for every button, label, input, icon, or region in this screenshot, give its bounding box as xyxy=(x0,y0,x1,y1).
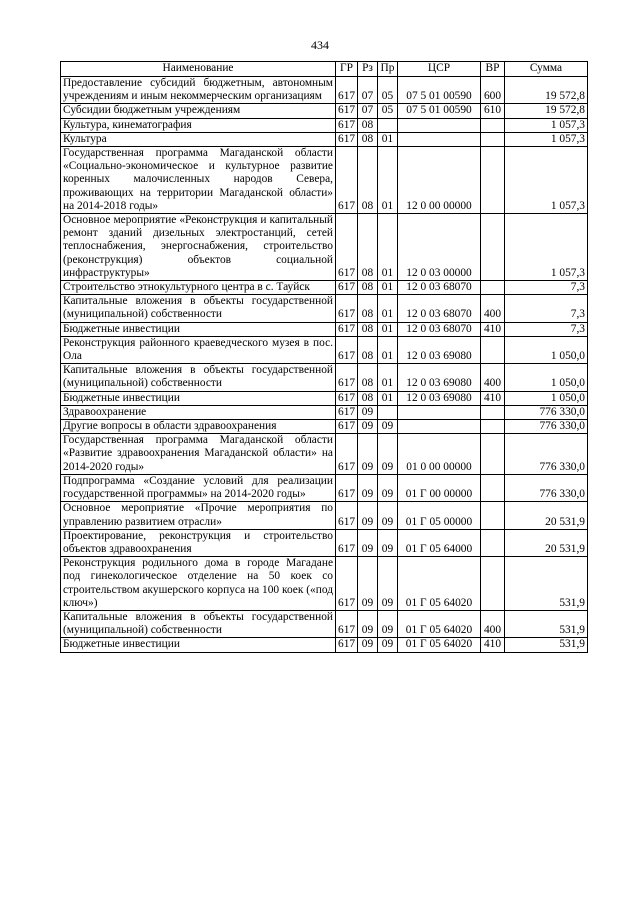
cell-vr: 610 xyxy=(481,104,505,118)
cell-rz: 08 xyxy=(358,118,378,132)
cell-csr: 01 0 00 00000 xyxy=(398,434,481,475)
cell-csr: 07 5 01 00590 xyxy=(398,104,481,118)
cell-name: Субсидии бюджетным учреждениям xyxy=(61,104,336,118)
cell-gr: 617 xyxy=(336,77,358,104)
cell-vr: 410 xyxy=(481,322,505,336)
cell-name: Бюджетные инвестиции xyxy=(61,322,336,336)
cell-sum: 776 330,0 xyxy=(505,474,588,501)
table-row xyxy=(61,295,588,322)
cell-sum: 7,3 xyxy=(505,295,588,322)
cell-gr: 617 xyxy=(336,214,358,281)
cell-gr: 617 xyxy=(336,322,358,336)
table-row xyxy=(61,502,588,529)
cell-pr: 01 xyxy=(378,391,398,405)
table-row xyxy=(61,391,588,405)
cell-gr: 617 xyxy=(336,420,358,434)
cell-rz: 08 xyxy=(358,214,378,281)
cell-sum: 1 057,3 xyxy=(505,118,588,132)
table-row xyxy=(61,104,588,118)
cell-vr xyxy=(481,434,505,475)
cell-pr: 01 xyxy=(378,364,398,391)
cell-gr: 617 xyxy=(336,610,358,637)
cell-vr xyxy=(481,147,505,214)
table-row xyxy=(61,420,588,434)
cell-gr: 617 xyxy=(336,638,358,652)
table-row xyxy=(61,474,588,501)
budget-table xyxy=(60,61,588,653)
cell-rz: 08 xyxy=(358,295,378,322)
cell-sum: 531,9 xyxy=(505,610,588,637)
cell-pr: 09 xyxy=(378,610,398,637)
cell-csr xyxy=(398,420,481,434)
cell-rz: 08 xyxy=(358,336,378,363)
cell-csr: 12 0 03 69080 xyxy=(398,336,481,363)
cell-vr xyxy=(481,474,505,501)
cell-csr: 01 Г 05 64000 xyxy=(398,529,481,556)
table-row xyxy=(61,118,588,132)
cell-rz: 09 xyxy=(358,474,378,501)
cell-rz: 08 xyxy=(358,147,378,214)
cell-gr: 617 xyxy=(336,557,358,611)
cell-csr xyxy=(398,405,481,419)
header-gr: ГР xyxy=(336,62,358,77)
cell-rz: 07 xyxy=(358,77,378,104)
cell-gr: 617 xyxy=(336,364,358,391)
cell-csr: 01 Г 05 64020 xyxy=(398,610,481,637)
cell-pr xyxy=(378,118,398,132)
cell-sum: 1 050,0 xyxy=(505,391,588,405)
cell-csr: 12 0 03 68070 xyxy=(398,295,481,322)
cell-gr: 617 xyxy=(336,529,358,556)
header-sum: Сумма xyxy=(505,62,588,77)
cell-csr: 01 Г 05 64020 xyxy=(398,638,481,652)
cell-pr: 01 xyxy=(378,295,398,322)
cell-rz: 09 xyxy=(358,529,378,556)
cell-rz: 09 xyxy=(358,557,378,611)
cell-name: Основное мероприятие «Реконструкция и капитальный ремонт зданий дизельных электростанций, сетей теплоснабжения, энергоснабжения, строительство (реконструкция) объектов социальной инфраструктуры» xyxy=(61,214,336,281)
cell-vr xyxy=(481,132,505,146)
cell-sum: 1 050,0 xyxy=(505,336,588,363)
cell-name: Государственная программа Магаданской области «Развитие здравоохранения Магаданской области» на 2014-2020 годы» xyxy=(61,434,336,475)
cell-csr: 01 Г 05 64020 xyxy=(398,557,481,611)
cell-name: Капитальные вложения в объекты государственной (муниципальной) собственности xyxy=(61,295,336,322)
cell-sum: 20 531,9 xyxy=(505,502,588,529)
cell-csr: 07 5 01 00590 xyxy=(398,77,481,104)
cell-name: Государственная программа Магаданской области «Социально-экономическое и культурное развитие коренных малочисленных народов Севера, проживающих на территории Магаданской области» на 2014-2018 годы» xyxy=(61,147,336,214)
cell-name: Основное мероприятие «Прочие мероприятия по управлению развитием отрасли» xyxy=(61,502,336,529)
cell-csr: 12 0 03 68070 xyxy=(398,322,481,336)
cell-sum: 1 057,3 xyxy=(505,147,588,214)
table-row xyxy=(61,77,588,104)
cell-pr: 01 xyxy=(378,132,398,146)
cell-sum: 776 330,0 xyxy=(505,405,588,419)
table-row xyxy=(61,638,588,652)
cell-gr: 617 xyxy=(336,104,358,118)
cell-vr xyxy=(481,557,505,611)
cell-name: Проектирование, реконструкция и строительство объектов здравоохранения xyxy=(61,529,336,556)
cell-pr: 01 xyxy=(378,214,398,281)
cell-name: Здравоохранение xyxy=(61,405,336,419)
cell-name: Подпрограмма «Создание условий для реализации государственной программы» на 2014-2020 годы» xyxy=(61,474,336,501)
cell-sum: 19 572,8 xyxy=(505,104,588,118)
cell-rz: 08 xyxy=(358,322,378,336)
cell-name: Реконструкция родильного дома в городе Магадане под гинекологическое отделение на 50 коек со строительством акушерского корпуса на 100 коек («под ключ») xyxy=(61,557,336,611)
cell-sum: 776 330,0 xyxy=(505,434,588,475)
cell-sum: 20 531,9 xyxy=(505,529,588,556)
cell-sum: 531,9 xyxy=(505,557,588,611)
cell-csr: 12 0 03 00000 xyxy=(398,214,481,281)
cell-csr: 12 0 03 69080 xyxy=(398,364,481,391)
table-row xyxy=(61,147,588,214)
cell-pr: 01 xyxy=(378,281,398,295)
cell-vr xyxy=(481,502,505,529)
cell-csr xyxy=(398,118,481,132)
cell-pr xyxy=(378,405,398,419)
cell-vr: 400 xyxy=(481,364,505,391)
cell-vr xyxy=(481,405,505,419)
cell-gr: 617 xyxy=(336,147,358,214)
cell-rz: 08 xyxy=(358,281,378,295)
cell-vr: 410 xyxy=(481,638,505,652)
table-row xyxy=(61,434,588,475)
cell-name: Бюджетные инвестиции xyxy=(61,391,336,405)
cell-sum: 19 572,8 xyxy=(505,77,588,104)
cell-sum: 1 057,3 xyxy=(505,132,588,146)
cell-sum: 531,9 xyxy=(505,638,588,652)
cell-csr: 12 0 03 69080 xyxy=(398,391,481,405)
cell-gr: 617 xyxy=(336,391,358,405)
cell-pr: 09 xyxy=(378,529,398,556)
table-row xyxy=(61,132,588,146)
cell-sum: 1 050,0 xyxy=(505,364,588,391)
cell-vr xyxy=(481,420,505,434)
cell-rz: 08 xyxy=(358,391,378,405)
cell-pr: 09 xyxy=(378,474,398,501)
cell-name: Реконструкция районного краеведческого музея в пос. Ола xyxy=(61,336,336,363)
cell-rz: 09 xyxy=(358,502,378,529)
table-row xyxy=(61,364,588,391)
cell-gr: 617 xyxy=(336,295,358,322)
header-row xyxy=(61,62,588,77)
cell-pr: 01 xyxy=(378,147,398,214)
cell-vr xyxy=(481,214,505,281)
cell-rz: 08 xyxy=(358,132,378,146)
cell-rz: 07 xyxy=(358,104,378,118)
cell-rz: 09 xyxy=(358,610,378,637)
cell-rz: 08 xyxy=(358,364,378,391)
table-row xyxy=(61,557,588,611)
table-row xyxy=(61,405,588,419)
cell-gr: 617 xyxy=(336,336,358,363)
cell-rz: 09 xyxy=(358,405,378,419)
cell-sum: 7,3 xyxy=(505,281,588,295)
cell-sum: 776 330,0 xyxy=(505,420,588,434)
cell-sum: 1 057,3 xyxy=(505,214,588,281)
cell-name: Другие вопросы в области здравоохранения xyxy=(61,420,336,434)
cell-gr: 617 xyxy=(336,118,358,132)
cell-gr: 617 xyxy=(336,434,358,475)
cell-pr: 01 xyxy=(378,322,398,336)
header-pr: Пр xyxy=(378,62,398,77)
cell-rz: 09 xyxy=(358,420,378,434)
cell-name: Культура xyxy=(61,132,336,146)
cell-vr: 600 xyxy=(481,77,505,104)
header-vr: ВР xyxy=(481,62,505,77)
table-row xyxy=(61,610,588,637)
cell-vr: 400 xyxy=(481,295,505,322)
cell-rz: 09 xyxy=(358,638,378,652)
cell-gr: 617 xyxy=(336,405,358,419)
cell-pr: 09 xyxy=(378,502,398,529)
cell-name: Капитальные вложения в объекты государственной (муниципальной) собственности xyxy=(61,364,336,391)
cell-vr: 400 xyxy=(481,610,505,637)
cell-vr: 410 xyxy=(481,391,505,405)
cell-rz: 09 xyxy=(358,434,378,475)
cell-pr: 01 xyxy=(378,336,398,363)
header-csr: ЦСР xyxy=(398,62,481,77)
cell-csr: 01 Г 05 00000 xyxy=(398,502,481,529)
cell-name: Культура, кинематография xyxy=(61,118,336,132)
cell-gr: 617 xyxy=(336,281,358,295)
table-row xyxy=(61,529,588,556)
header-name: Наименование xyxy=(61,62,336,77)
cell-vr xyxy=(481,281,505,295)
cell-pr: 09 xyxy=(378,638,398,652)
cell-gr: 617 xyxy=(336,474,358,501)
cell-vr xyxy=(481,336,505,363)
cell-name: Предоставление субсидий бюджетным, автономным учреждениям и иным некоммерческим организациям xyxy=(61,77,336,104)
cell-name: Строительство этнокультурного центра в с. Тауйск xyxy=(61,281,336,295)
cell-vr xyxy=(481,118,505,132)
cell-name: Капитальные вложения в объекты государственной (муниципальной) собственности xyxy=(61,610,336,637)
cell-csr: 12 0 03 68070 xyxy=(398,281,481,295)
cell-pr: 09 xyxy=(378,434,398,475)
cell-csr: 01 Г 00 00000 xyxy=(398,474,481,501)
cell-gr: 617 xyxy=(336,502,358,529)
table-row xyxy=(61,336,588,363)
table-body xyxy=(61,77,588,653)
cell-csr xyxy=(398,132,481,146)
header-rz: Рз xyxy=(358,62,378,77)
cell-name: Бюджетные инвестиции xyxy=(61,638,336,652)
table-header xyxy=(61,62,588,77)
cell-gr: 617 xyxy=(336,132,358,146)
table-row xyxy=(61,214,588,281)
cell-csr: 12 0 00 00000 xyxy=(398,147,481,214)
page-number: 434 xyxy=(311,38,329,52)
table-row xyxy=(61,322,588,336)
cell-vr xyxy=(481,529,505,556)
cell-pr: 09 xyxy=(378,420,398,434)
cell-pr: 05 xyxy=(378,77,398,104)
cell-pr: 09 xyxy=(378,557,398,611)
table-row xyxy=(61,281,588,295)
cell-sum: 7,3 xyxy=(505,322,588,336)
cell-pr: 05 xyxy=(378,104,398,118)
